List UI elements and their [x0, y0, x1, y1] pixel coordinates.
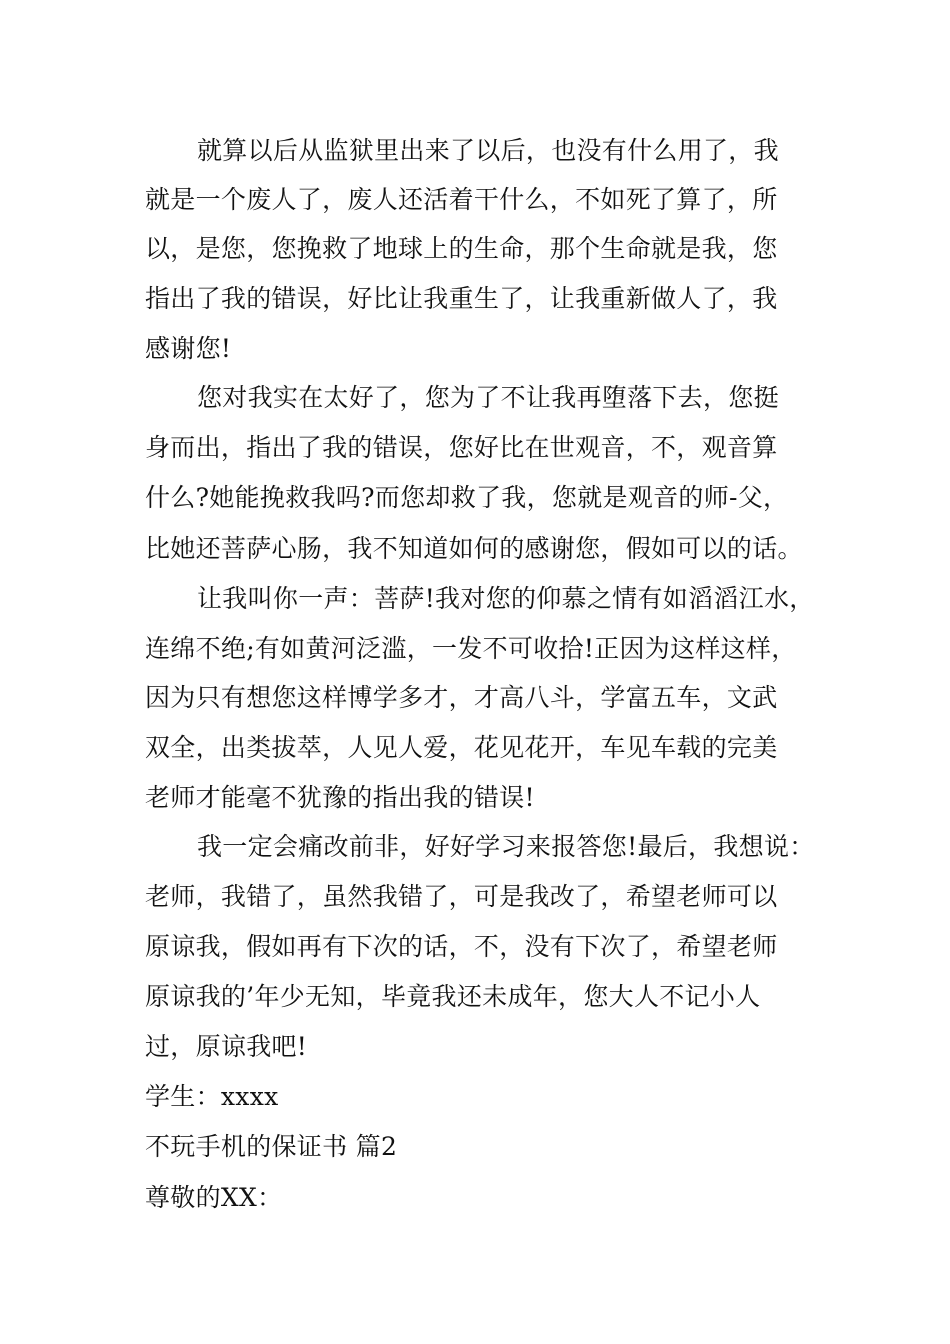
student-signature: 学生：xxxx [145, 1082, 279, 1111]
section-title: 不玩手机的保证书 篇2 [145, 1132, 398, 1161]
paragraph-4-line-4: 原谅我的’年少无知，毕竟我还未成年，您大人不记小人 [145, 982, 761, 1011]
paragraph-4-line-2: 老师，我错了，虽然我错了，可是我改了，希望老师可以 [145, 882, 778, 911]
paragraph-3-line-2: 连绵不绝;有如黄河泛滥，一发不可收拾!正因为这样这样， [145, 634, 797, 663]
salutation: 尊敬的XX： [145, 1183, 283, 1212]
paragraph-2-line-3: 什么?她能挽救我吗?而您却救了我，您就是观音的师-父， [145, 483, 789, 512]
paragraph-2-line-1: 您对我实在太好了，您为了不让我再堕落下去，您挺 [197, 383, 779, 412]
paragraph-3-line-3: 因为只有想您这样博学多才，才高八斗，学富五车，文武 [145, 683, 778, 712]
paragraph-1-line-3: 以，是您，您挽救了地球上的生命，那个生命就是我，您 [145, 234, 778, 263]
paragraph-3-line-4: 双全，出类拔萃，人见人爱，花见花开，车见车载的完美 [145, 733, 778, 762]
paragraph-1-line-1: 就算以后从监狱里出来了以后，也没有什么用了，我 [197, 136, 779, 165]
paragraph-4-line-3: 原谅我，假如再有下次的话，不，没有下次了，希望老师 [145, 932, 778, 961]
paragraph-4-line-5: 过，原谅我吧! [145, 1032, 308, 1061]
paragraph-3-line-1: 让我叫你一声：菩萨!我对您的仰慕之情有如滔滔江水， [197, 584, 815, 613]
paragraph-1-line-5: 感谢您! [145, 334, 232, 363]
paragraph-2-line-2: 身而出，指出了我的错误，您好比在世观音，不，观音算 [145, 433, 778, 462]
paragraph-2-line-4: 比她还菩萨心肠，我不知道如何的感谢您，假如可以的话。 [145, 534, 803, 563]
paragraph-1-line-4: 指出了我的错误，好比让我重生了，让我重新做人了，我 [145, 284, 778, 313]
paragraph-3-line-5: 老师才能毫不犹豫的指出我的错误! [145, 783, 535, 812]
paragraph-1-line-2: 就是一个废人了，废人还活着干什么，不如死了算了，所 [145, 185, 778, 214]
paragraph-4-line-1: 我一定会痛改前非，好好学习来报答您!最后，我想说： [197, 832, 815, 861]
